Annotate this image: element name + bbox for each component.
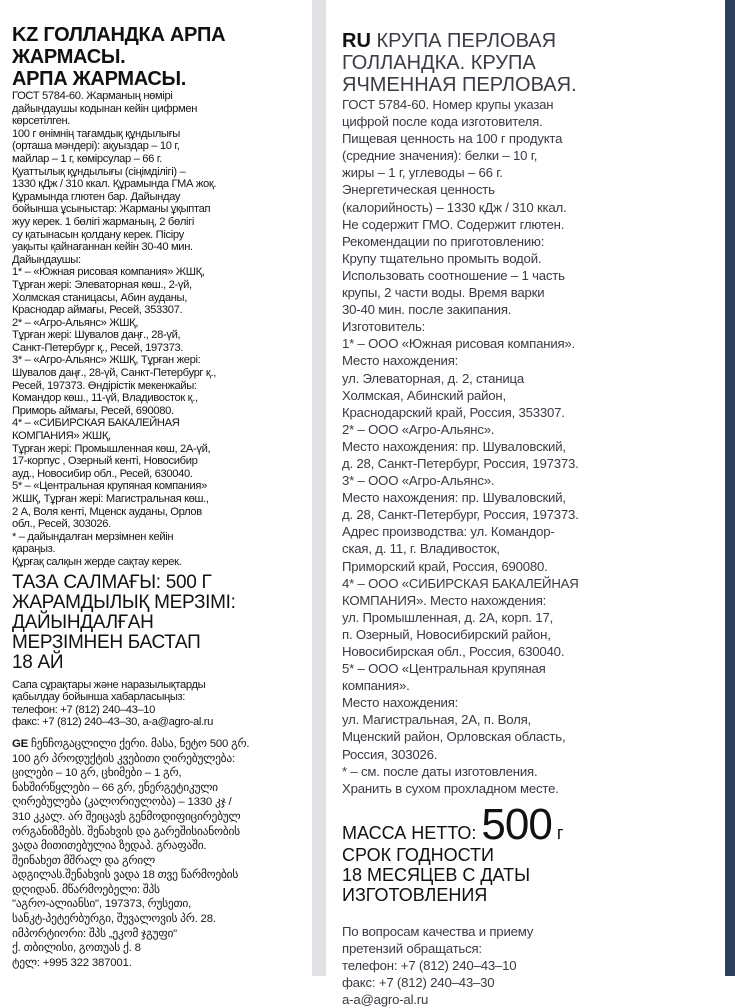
kz-big-line: 18 АЙ: [12, 651, 64, 673]
right-column: [342, 0, 722, 1008]
ru-body-line: (средние значения): белки – 10 г,: [342, 148, 538, 164]
kz-body-line: ГОСТ 5784-60. Жарманың нөмірі: [12, 90, 173, 102]
ru-body-line: д. 28, Санкт-Петербург, Россия, 197373.: [342, 455, 579, 471]
ka-body-line: ადგილას.შენახვის ვადა 18 თვე წარმოების: [12, 869, 239, 882]
kz-body-line: бойынша ұсыныстар: Жарманы ұқыптап: [12, 203, 211, 216]
ka-lang-code: GE: [12, 737, 29, 750]
kz-body-line: 1* – «Южная рисовая компания» ЖШҚ,: [12, 266, 205, 279]
kz-body-line: ЖШҚ, Тұрған жері: Магистральная көш.,: [12, 493, 209, 505]
ru-body-line: 30-40 мин. после закипания.: [342, 302, 512, 318]
ru-body-line: Не содержит ГМО. Содержит глютен.: [342, 216, 565, 232]
ru-title-line: [342, 30, 722, 52]
ru-net-unit: г: [551, 822, 564, 843]
kz-contact-line: телефон: +7 (812) 240–43–10: [12, 703, 156, 716]
kz-body-line: Құрамында глютен бар. Дайындау: [12, 190, 181, 203]
ru-body-line: Адрес производства: ул. Командор-: [342, 524, 555, 540]
ru-body-line: цифрой после кода изготовителя.: [342, 114, 543, 130]
kz-body-line: обл., Ресей, 303026.: [12, 518, 111, 531]
kz-body-line: Холмская станицасы, Абин ауданы,: [12, 291, 187, 304]
ru-body-line: ул. Магистральная, 2А, п. Воля,: [342, 712, 531, 728]
ru-body-line: Изготовитель:: [342, 319, 426, 335]
ru-shelf-line: СРОК ГОДНОСТИ: [342, 844, 494, 865]
ru-body-line: 3* – ООО «Агро-Альянс».: [342, 473, 495, 489]
kz-body-line: Құрғақ салқын жерде сақтау керек.: [12, 555, 182, 568]
kz-body-line: 1330 кДж / 310 ккал. Құрамында ГМА жоқ.: [12, 178, 217, 191]
ka-body-text: [12, 752, 302, 971]
ru-title-text: КРУПА ПЕРЛОВАЯ: [370, 30, 557, 52]
ka-body-line: ღირებულება (კალორიულობა) – 1330 კჯ /: [12, 796, 232, 809]
ru-body-line: ГОСТ 5784-60. Номер крупы указан: [342, 97, 554, 112]
ru-contact-line: По вопросам качества и приему: [342, 923, 534, 939]
ru-body-line: (калорийность) – 1330 кДж / 310 ккал.: [342, 199, 567, 215]
ru-lang-code: RU: [342, 30, 371, 52]
kz-body-line: 2* – «Агро-Альянс» ЖШҚ,: [12, 316, 139, 329]
ru-body-line: Место нахождения:: [342, 353, 459, 369]
ka-heading-text: ჩენჩოგაცლილი ქერი. მასა, ნეტო 500 გრ.: [28, 737, 250, 750]
ru-body-line: Крупу тщательно промыть водой.: [342, 250, 542, 266]
ru-body-line: КОМПАНИЯ». Место нахождения:: [342, 592, 547, 608]
kz-contact-line: Сапа сұрақтары және наразылықтарды: [12, 678, 206, 691]
ru-net-weight-block: [342, 799, 722, 905]
kz-big-line: МЕРЗІМНЕН БАСТАП: [12, 631, 201, 653]
ru-body-line: Приморский край, Россия, 690080.: [342, 558, 548, 574]
kz-title: [12, 24, 302, 90]
column-divider: [312, 0, 326, 976]
kz-body-line: көрсетілген.: [12, 115, 71, 128]
ru-body-text: [342, 96, 722, 797]
ru-body-line: Холмская, Абинский район,: [342, 387, 506, 403]
kz-title-line: ЖАРМАСЫ.: [12, 46, 126, 68]
kz-big-line: ЖАРАМДЫЛЫҚ МЕРЗІМІ:: [12, 591, 236, 613]
ru-contact-info: [342, 923, 722, 1008]
kz-body-line: Краснодар аймағы, Ресей, 353307.: [12, 304, 183, 317]
kz-contact-info: [12, 679, 302, 729]
ru-body-line: Энергетическая ценность: [342, 182, 495, 198]
kz-net-weight-shelf-life: [12, 573, 302, 673]
ka-body-line: ქ. თბილისი, გოთუას ქ. 8: [12, 942, 141, 955]
kz-body-line: 17-корпус , Озерный кенті, Новосибир: [12, 455, 198, 468]
ru-body-line: жиры – 1 г, углеводы – 66 г.: [342, 165, 503, 181]
ka-body-line: 310 კკალ. არ შეიცავს გენმოდიფიცირებულ: [12, 810, 241, 823]
ru-title-line: ГОЛЛАНДКА. КРУПА: [342, 52, 536, 74]
ka-body-line: ვადა მითითებულია ზედაპ. გრაფაში.: [12, 840, 207, 853]
kz-big-line: ТАЗА САЛМАҒЫ: 500 Г: [12, 571, 212, 593]
kz-body-line: дайындаушы кодынан кейін цифрмен: [12, 102, 198, 115]
kz-body-text: [12, 90, 302, 569]
ka-section: [12, 737, 302, 971]
ru-body-line: Место нахождения:: [342, 695, 459, 711]
kz-body-line: майлар – 1 г, көмірсулар – 66 г.: [12, 152, 162, 165]
ru-body-line: Россия, 303026.: [342, 746, 438, 762]
kz-body-line: Приморь аймағы, Ресей, 690080.: [12, 404, 174, 417]
left-column: [12, 0, 302, 970]
kz-body-line: жуу керек. 1 бөлігі жарманың, 2 бөлігі: [12, 215, 195, 228]
ru-body-line: * – см. после даты изготовления.: [342, 763, 538, 779]
kz-title-line: АРПА ЖАРМАСЫ.: [12, 68, 187, 90]
ru-body-line: д. 28, Санкт-Петербург, Россия, 197373.: [342, 507, 579, 523]
ru-title-line: ЯЧМЕННАЯ ПЕРЛОВАЯ.: [342, 74, 577, 96]
kz-body-line: Дайындаушы:: [12, 253, 81, 266]
kz-big-line: ДАЙЫНДАЛҒАН: [12, 611, 154, 633]
kz-contact-line: қабылдау бойынша хабарласыңыз:: [12, 691, 186, 704]
ru-net-weight: [342, 799, 722, 849]
kz-body-line: ауд., Новосибир обл., Ресей, 630040.: [12, 467, 193, 480]
ru-body-line: Использовать соотношение – 1 часть: [342, 267, 565, 283]
ka-body-line: ნახშირწყლები – 66 გრ, ენერგეტიკული: [12, 781, 218, 794]
ka-body-line: ორგანიზმებს. შენახვის და გარეშისიანობის: [12, 825, 240, 838]
kz-body-line: уақыты қайнағаннан кейін 30-40 мин.: [12, 241, 193, 254]
ru-body-line: Место нахождения: пр. Шуваловский,: [342, 490, 566, 506]
ka-body-line: ტელ: +995 322 387001.: [12, 956, 132, 969]
ka-body-line: "აგრო-ალიანსი", 197373, რუსეთი,: [12, 898, 192, 911]
ru-body-line: 1* – ООО «Южная рисовая компания».: [342, 336, 576, 352]
ru-shelf-line: ИЗГОТОВЛЕНИЯ: [342, 884, 488, 905]
kz-body-line: 2 А, Воля кенті, Мценск ауданы, Орлов: [12, 505, 202, 518]
kz-body-line: Тұрған жері: Шувалов даңғ., 28-үй,: [12, 329, 181, 342]
ru-body-line: 4* – ООО «СИБИРСКАЯ БАКАЛЕЙНАЯ: [342, 575, 579, 591]
ka-body-line: შეინახეთ მშრალ და გრილ: [12, 854, 155, 867]
kz-contact-line: факс: +7 (812) 240–43–30, a-a@agro-al.ru: [12, 716, 213, 729]
ru-body-line: ул. Промышленная, д. 2А, корп. 17,: [342, 609, 554, 625]
kz-body-line: Тұрған жері: Промышленная көш, 2А-үй,: [12, 442, 211, 455]
kz-body-line: 5* – «Центральная крупяная компания»: [12, 480, 207, 493]
ru-net-value: 500: [481, 799, 552, 849]
kz-body-line: 3* – «Агро-Альянс» ЖШҚ, Тұрған жері:: [12, 354, 201, 367]
ru-body-line: ская, д. 11, г. Владивосток,: [342, 541, 500, 557]
ru-body-line: Мценский район, Орловская область,: [342, 729, 566, 745]
ka-body-line: იმპორტიორი: შპს „ეკომ ჯგუფი": [12, 927, 177, 940]
ru-body-line: Краснодарский край, Россия, 353307.: [342, 404, 565, 420]
ru-title: [342, 30, 722, 96]
kz-body-line: Санкт-Петербург қ., Ресей, 197373.: [12, 341, 184, 354]
ka-body-line: 100 გრ პროდუქტის კვებითი ღირებულება:: [12, 752, 235, 765]
ru-contact-line: a-a@agro-al.ru: [342, 992, 429, 1008]
ru-contact-line: претензий обращаться:: [342, 940, 482, 956]
ru-body-line: Новосибирская обл., Россия, 630040.: [342, 644, 565, 659]
kz-body-line: 4* – «СИБИРСКАЯ БАКАЛЕЙНАЯ: [12, 417, 180, 430]
ru-body-line: п. Озерный, Новосибирский район,: [342, 626, 551, 642]
kz-body-line: Тұрған жері: Элеваторная көш., 2-үй,: [12, 278, 192, 291]
ru-body-line: Хранить в сухом прохладном месте.: [342, 780, 559, 796]
kz-body-line: КОМПАНИЯ» ЖШҚ,: [12, 430, 111, 443]
ka-body-line: ცილები – 10 გრ, ცხიმები – 1 გრ,: [12, 767, 182, 780]
ka-first-line: [12, 737, 302, 752]
ru-shelf-line: 18 МЕСЯЦЕВ С ДАТЫ: [342, 864, 531, 885]
ru-shelf-life: [342, 845, 722, 905]
ru-body-line: Рекомендации по приготовлению:: [342, 233, 545, 249]
kz-body-line: * – дайындалған мерзімнен кейін: [12, 530, 174, 543]
ru-contact-line: факс: +7 (812) 240–43–30: [342, 975, 495, 991]
ru-net-label: МАССА НЕТТО:: [342, 822, 482, 843]
ru-body-line: Пищевая ценность на 100 г продукта: [342, 131, 563, 147]
ru-contact-line: телефон: +7 (812) 240–43–10: [342, 958, 517, 974]
ru-body-line: компания».: [342, 678, 410, 694]
ru-body-line: 5* – ООО «Центральная крупяная: [342, 661, 546, 677]
ka-body-line: დღიდან. მწარმოებელი: შპს: [12, 883, 160, 896]
ka-body-line: სანკტ-პეტერბურგი, შუვალოვის პრ. 28.: [12, 913, 216, 926]
kz-body-line: (орташа мәндері): ақуыздар – 10 г,: [12, 140, 180, 153]
kz-body-line: Шувалов даңғ., 28-үй, Санкт-Петербург қ.,: [12, 367, 216, 380]
kz-body-line: Ресей, 197373. Өндірістік мекенжайы:: [12, 379, 197, 392]
ru-body-line: крупы, 2 части воды. Время варки: [342, 285, 545, 301]
kz-body-line: су қатынасын қолдану керек. Пісіру: [12, 228, 184, 241]
kz-body-line: 100 г өнімнің тағамдық құндылығы: [12, 127, 181, 140]
kz-body-line: қараңыз.: [12, 543, 56, 556]
kz-body-line: Командор көш., 11-үй, Владивосток қ.,: [12, 392, 198, 405]
ru-body-line: 2* – ООО «Агро-Альянс».: [342, 421, 495, 437]
page-edge-band: [725, 0, 735, 976]
kz-title-line: KZ ГОЛЛАНДКА АРПА: [12, 24, 226, 46]
kz-body-line: Қуаттылық құндылығы (сіңімділігі) –: [12, 165, 186, 178]
ru-body-line: Место нахождения: пр. Шуваловский,: [342, 438, 566, 454]
ru-body-line: ул. Элеваторная, д. 2, станица: [342, 370, 524, 386]
